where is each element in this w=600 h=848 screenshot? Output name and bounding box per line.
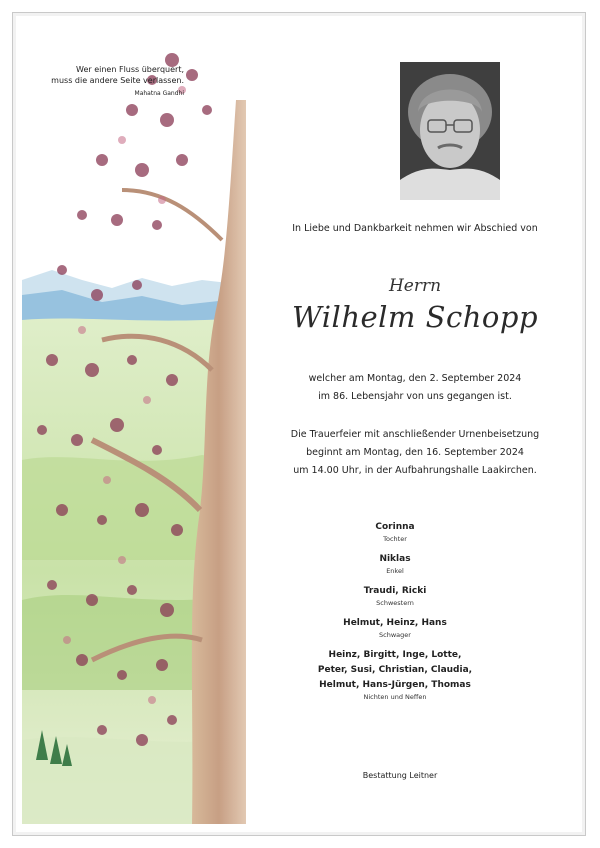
family-group — [285, 552, 505, 575]
intro-text: In Liebe und Dankbarkeit nehmen wir Abschied von — [292, 223, 538, 234]
family-names: Niklas — [379, 554, 411, 564]
family-names: Helmut, Hans-Jürgen, Thomas — [319, 680, 471, 690]
family-group — [285, 648, 505, 701]
death-line-1: welcher am Montag, den 2. September 2024 — [308, 373, 522, 384]
family-group — [285, 584, 505, 607]
ceremony-line-1: Die Trauerfeier mit anschließender Urnenbeisetzung — [290, 429, 540, 440]
portrait-photo — [400, 62, 500, 200]
family-relation: Schwestern — [376, 599, 414, 607]
ceremony-line-2: beginnt am Montag, den 16. September 2024 — [306, 447, 524, 458]
family-relation: Enkel — [386, 567, 404, 575]
tree-illustration — [22, 40, 246, 824]
death-notice — [250, 370, 580, 406]
family-names: Peter, Susi, Christian, Claudia, — [317, 665, 473, 675]
quote-line-1: Wer einen Fluss überquert, — [76, 65, 184, 74]
family-group — [285, 616, 505, 639]
family-names: Corinna — [375, 522, 415, 532]
family-names: Traudi, Ricki — [363, 586, 427, 596]
family-names: Heinz, Birgitt, Inge, Lotte, — [328, 650, 462, 660]
family-group — [285, 520, 505, 543]
quote-line-2: muss die andere Seite verlassen. — [51, 76, 184, 85]
salutation: Herrn — [388, 276, 442, 296]
family-relation: Nichten und Neffen — [363, 693, 427, 701]
family-list — [285, 520, 505, 710]
quote-author: Mahatna Gandhi — [134, 90, 184, 97]
deceased-name: Wilhelm Schopp — [291, 300, 539, 334]
family-names: Helmut, Heinz, Hans — [343, 618, 447, 628]
family-relation: Schwager — [379, 631, 411, 639]
undertaker: Bestattung Leitner — [362, 771, 438, 780]
death-line-2: im 86. Lebensjahr von uns gegangen ist. — [318, 391, 512, 402]
ceremony-line-3: um 14.00 Uhr, in der Aufbahrungshalle Laakirchen. — [293, 465, 537, 476]
quote-block — [44, 64, 184, 99]
ceremony-notice — [250, 426, 580, 480]
family-relation: Tochter — [383, 535, 407, 543]
